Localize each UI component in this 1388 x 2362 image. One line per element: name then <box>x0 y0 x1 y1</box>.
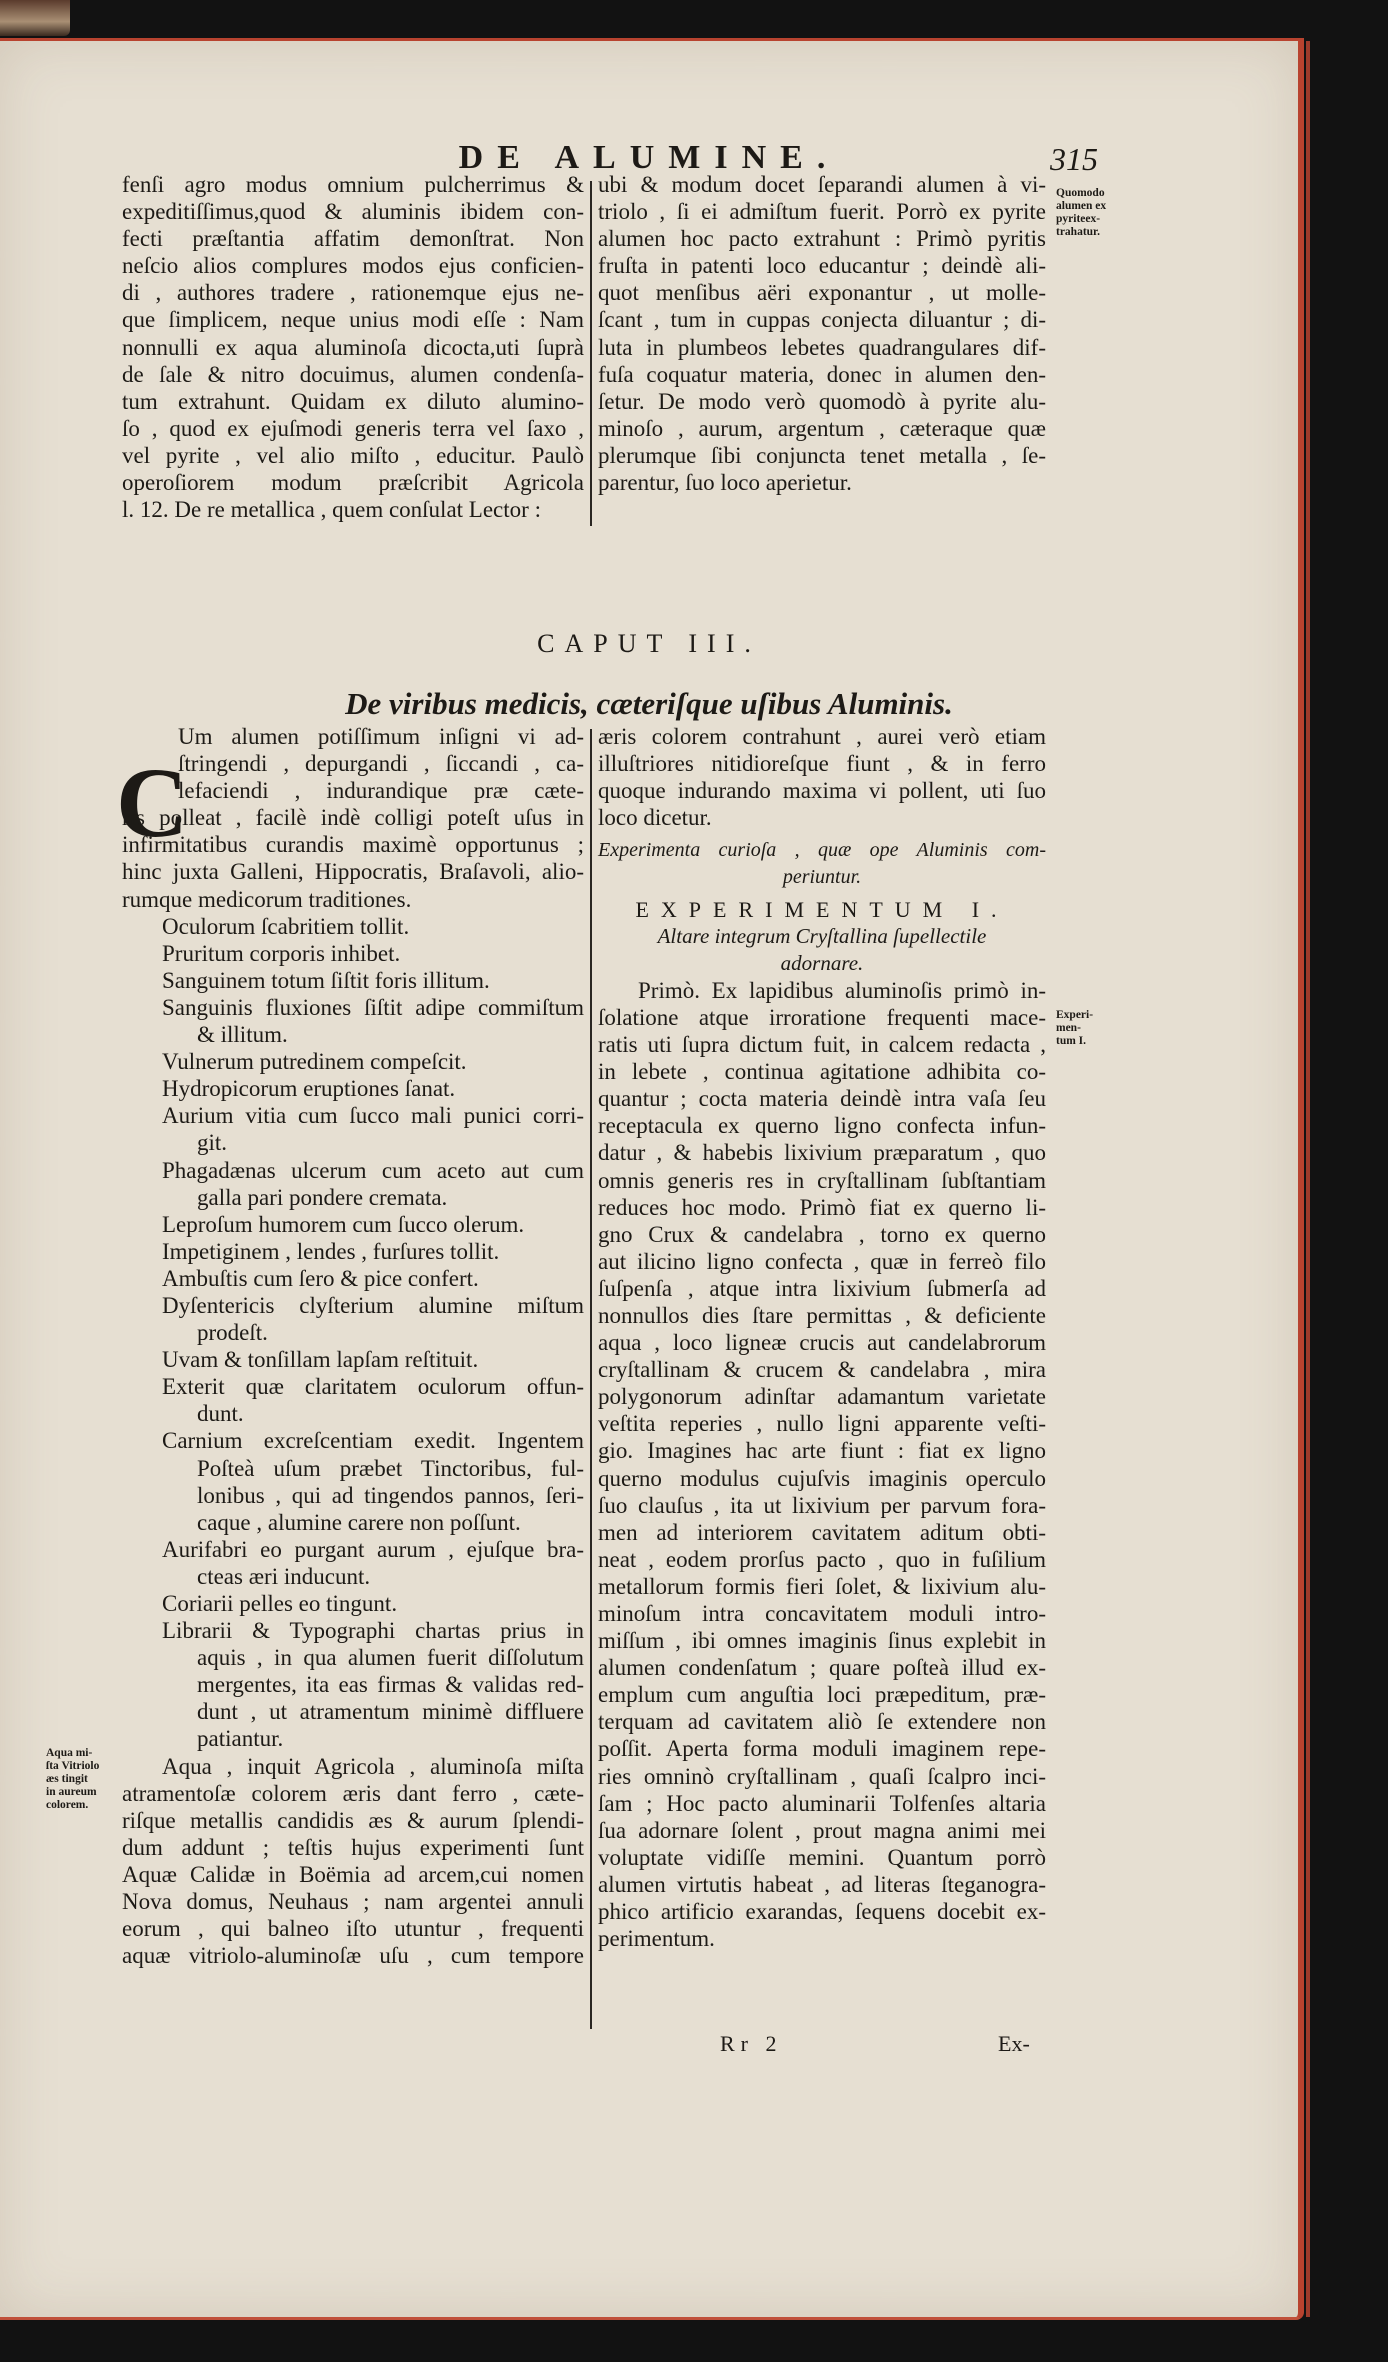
experiment-line: alumen condenſatum ; quare poſteà illud ex- <box>598 1655 1046 1681</box>
experiment-line: perimentum. <box>598 1926 715 1952</box>
remedy-line: prodeſt. <box>197 1320 268 1346</box>
experiment-line: neat , eodem prorſus pacto , quo in fuſilium <box>598 1546 1046 1572</box>
remedy-line: Sanguinem totum ſiſtit foris illitum. <box>162 967 490 993</box>
remedy-line: galla pari pondere cremata. <box>197 1184 448 1210</box>
column-divider-top <box>590 181 592 526</box>
running-title: DE ALUMINE. <box>458 139 840 176</box>
drop-cap: C <box>116 747 189 858</box>
text-line: di , authores tradere , rationemque ejus ne- <box>122 280 584 306</box>
intro-line: rumque medicorum traditiones. <box>122 886 412 912</box>
catchword: Ex- <box>998 2031 1030 2056</box>
intro-line: lefaciendi , indurandique præ cæte- <box>178 778 584 804</box>
text-line: operoſiorem modum præſcribit Agricola <box>122 470 584 496</box>
text-line: tum extrahunt. Quidam ex diluto alumino- <box>122 388 584 414</box>
remedy-line: Coriarii pelles eo tingunt. <box>162 1591 398 1616</box>
text-line: illuſtriores nitidioreſque fiunt , & in ferro <box>598 751 1046 777</box>
margin-note-experimentum <box>1056 1009 1116 1048</box>
experiment-line: ſolatione atque irroratione frequenti mace- <box>598 1004 1046 1030</box>
intro-line: ſtringendi , depurgandi , ſiccandi , ca- <box>178 751 584 777</box>
text-line: quot menſibus aëri exponantur , ut molle- <box>598 280 1046 306</box>
margin-note-line: Aqua mi- <box>46 1747 93 1759</box>
agricola-line: Nova domus, Neuhaus ; nam argentei annuli <box>122 1889 584 1915</box>
experiment-line: ſuſpenſa , atque intra lixivium ſubmerſa ad <box>598 1275 1046 1301</box>
text-line: ubi & modum docet ſeparandi alumen à vi- <box>598 172 1046 197</box>
remedy-line: dunt , ut atramentum minimè diffluere <box>197 1699 584 1725</box>
remedy-line: Leproſum humorem cum ſucco olerum. <box>162 1211 525 1237</box>
experiment-line: polygonorum adinſtar adamantum varietate <box>598 1384 1046 1410</box>
experimenta-subheading: periuntur. <box>782 866 862 889</box>
experiment-line: reduces hoc modo. Primò fiat ex querno li- <box>598 1194 1046 1220</box>
text-line: alumen hoc pacto extrahunt : Primò pyritis <box>598 226 1046 252</box>
remedy-line: lonibus , qui ad tingendos pannos, ſeri- <box>197 1482 584 1508</box>
text-line: ſetur. De modo verò quomodò à pyrite alu- <box>598 388 1046 414</box>
experiment-line: cryſtallinam & crucem & candelabra , mira <box>598 1357 1046 1383</box>
remedy-line: Dyſentericis clyſterium alumine miſtum <box>162 1292 584 1318</box>
experiment-line: phico artificio exarandas, ſequens docebit ex- <box>598 1899 1046 1925</box>
remedy-line: cteas æri inducunt. <box>197 1563 371 1589</box>
top-left-column <box>122 171 584 523</box>
margin-note-line: men- <box>1056 1022 1081 1034</box>
margin-note-line: colorem. <box>46 1799 89 1811</box>
experiment-line: Primò. Ex lapidibus aluminoſis primò in- <box>638 977 1046 1003</box>
agricola-line: eorum , qui balneo iſto utuntur , frequenti <box>122 1916 584 1942</box>
experiment-line: omnis generis res in cryſtallinam ſubſtantiam <box>598 1167 1046 1193</box>
text-line: fruſta in patenti loco educantur ; deindè ali- <box>598 253 1046 279</box>
experiment-line: poſſit. Aperta forma moduli imaginem repe- <box>598 1736 1046 1762</box>
margin-note-line: æs tingit <box>46 1773 88 1785</box>
experiment-title: Altare integrum Cryſtallina ſupellectile <box>657 923 987 948</box>
text-line: fecti præſtantia affatim demonſtrat. Non <box>122 226 584 252</box>
remedy-line: Librarii & Typographi chartas prius in <box>162 1618 584 1644</box>
remedy-line: Impetiginem , lendes , furſures tollit. <box>162 1238 500 1264</box>
remedy-line: aquis , in qua alumen fuerit diſſolutum <box>197 1645 584 1671</box>
remedy-line: Pruritum corporis inhibet. <box>162 940 401 966</box>
intro-line: ris polleat , facilè indè colligi poteſt uſus in <box>122 805 584 831</box>
experiment-line: aut ilicino ligno confecta , quæ in ferreò filo <box>598 1248 1046 1274</box>
agricola-line: aquæ vitriolo-aluminoſæ uſu , cum tempore <box>122 1943 584 1969</box>
right-column <box>598 723 1046 1952</box>
agricola-line: dum addunt ; teſtis hujus experimenti ſunt <box>122 1834 584 1860</box>
margin-note-line: trahatur. <box>1056 226 1100 238</box>
experiment-line: terquam ad cavitatem aliò ſe extendere non <box>598 1709 1046 1735</box>
text-line: triolo , ſi ei admiſtum fuerit. Porrò ex pyrite <box>598 199 1046 225</box>
experiment-line: ſuo clauſus , ita ut lixivium per parvum fora- <box>598 1492 1046 1518</box>
remedy-line: dunt. <box>197 1401 244 1427</box>
remedy-line: Carnium excreſcentiam exedit. Ingentem <box>162 1428 584 1454</box>
text-line: fenſi agro modus omnium pulcherrimus & <box>122 172 584 197</box>
experiment-line: ratis uti ſupra dictum fuit, in calcem redacta , <box>598 1032 1046 1058</box>
margin-note-line: pyriteex- <box>1056 213 1101 225</box>
margin-note-line: ſta Vitriolo <box>46 1760 100 1772</box>
experiment-line: querno modulus cujuſvis imaginis operculo <box>598 1465 1046 1491</box>
remedy-line: Oculorum ſcabritiem tollit. <box>162 913 410 939</box>
remedy-line: Uvam & tonſillam lapſam reſtituit. <box>162 1347 479 1373</box>
agricola-line: atramentoſæ colorem æris dant ferro , cæte- <box>122 1780 584 1806</box>
chapter-title: De viribus medicis, cæteriſque uſibus Aluminis. <box>345 686 953 721</box>
remedy-line: Hydropicorum eruptiones ſanat. <box>162 1076 456 1102</box>
experimenta-subheading: Experimenta curioſa , quæ ope Aluminis com- <box>598 839 1046 862</box>
experiment-line: metallorum formis fieri ſolet, & lixivium alu- <box>598 1573 1046 1599</box>
experiment-line: alumen virtutis habeat , ad literas ſteganogra- <box>598 1871 1046 1897</box>
book-page <box>0 38 1304 2320</box>
text-line: l. 12. De re metallica , quem conſulat Lector : <box>122 497 541 523</box>
remedy-line: Poſteà uſum præbet Tinctoribus, ful- <box>197 1455 584 1481</box>
experiment-line: veſtita reperies , nullo ligni apparente veſti- <box>598 1411 1046 1437</box>
margin-note-quomodo <box>1056 187 1126 239</box>
experiment-line: minoſum intra concavitatem moduli intro- <box>598 1601 1046 1626</box>
text-line: expeditiſſimus,quod & aluminis ibidem con- <box>122 199 584 225</box>
top-right-column <box>598 171 1046 496</box>
page-number: 315 <box>1050 141 1098 177</box>
intro-line: infirmitatibus curandis maximè opportunus ; <box>122 832 584 858</box>
text-line: quoque indurando maxima vi pollent, uti ſuo <box>598 778 1046 804</box>
experiment-line: receptacula ex querno ligno confecta infun- <box>598 1113 1046 1139</box>
text-line: de ſale & nitro docuimus, alumen condenſa- <box>122 361 584 387</box>
margin-note-line: in aureum <box>46 1786 97 1798</box>
column-divider-bottom <box>590 729 592 2029</box>
agricola-line: riſque metallis candidis æs & aurum ſplendi- <box>122 1807 584 1833</box>
intro-line: Um alumen potiſſimum inſigni vi ad- <box>178 724 584 749</box>
margin-note-line: Experi- <box>1056 1009 1094 1021</box>
margin-note-aqua <box>46 1747 116 1812</box>
experiment-line: miſſum , ibi omnes imaginis ſinus explebit in <box>598 1628 1046 1654</box>
signature-mark: Rr 2 <box>720 2031 783 2056</box>
remedy-line: Phagadænas ulcerum cum aceto aut cum <box>162 1157 584 1183</box>
margin-note-line: Quomodo <box>1056 187 1105 199</box>
experiment-title: adornare. <box>780 950 864 975</box>
experiment-heading: EXPERIMENTUM I. <box>635 896 1009 922</box>
experiment-line: men ad interiorem cavitatem aditum obti- <box>598 1519 1046 1545</box>
experiment-line: in lebete , continua agitatione adhibita co- <box>598 1059 1046 1085</box>
text-line: luta in plumbeos lebetes quadrangulares dif- <box>598 334 1046 360</box>
remedy-line: & illitum. <box>197 1022 288 1048</box>
left-column <box>122 723 584 1969</box>
remedy-line: Vulnerum putredinem compeſcit. <box>162 1049 467 1075</box>
text-line: vel pyrite , vel alio miſto , educitur. Paulò <box>122 442 584 468</box>
text-line: ſo , quod ex ejuſmodi generis terra vel ſaxo , <box>122 415 584 441</box>
experiment-line: voluptate vidiſſe memini. Quantum porrò <box>598 1844 1046 1870</box>
experiment-line: ſam ; Hoc pacto aluminarii Tolfenſes altaria <box>598 1790 1046 1816</box>
text-line: que ſimplicem, neque unius modi eſſe : Nam <box>122 307 584 333</box>
text-line: plerumque ſibi conjuncta tenet metalla , ſe- <box>598 442 1046 468</box>
experiment-line: ſua adornare ſolent , prout magna animi mei <box>598 1817 1046 1843</box>
text-line: minoſo , aurum, argentum , cæteraque quæ <box>598 415 1046 441</box>
remedy-line: Sanguinis fluxiones ſiſtit adipe commiſtum <box>162 994 584 1020</box>
agricola-line: Aquæ Calidæ in Boëmia ad arcem,cui nomen <box>122 1861 584 1887</box>
remedy-line: caque , alumine carere non poſſunt. <box>197 1509 521 1535</box>
agricola-line: Aqua , inquit Agricola , aluminoſa miſta <box>162 1753 584 1779</box>
remedy-line: mergentes, ita eas firmas & validas red- <box>197 1672 584 1698</box>
remedy-line: Aurium vitia cum ſucco mali punici corri- <box>162 1103 584 1129</box>
text-line: fuſa coquatur materia, donec in alumen den- <box>598 361 1046 387</box>
remedy-line: Aurifabri eo purgant aurum , ejuſque bra- <box>162 1536 584 1562</box>
text-line: neſcio alios complures modos ejus conficien- <box>122 253 584 279</box>
intro-line: hinc juxta Galleni, Hippocratis, Braſavoli, alio- <box>122 859 584 885</box>
remedy-line: Ambuſtis cum ſero & pice confert. <box>162 1265 479 1291</box>
experiment-line: aqua , loco ligneæ crucis aut candelabrorum <box>598 1330 1046 1356</box>
remedy-line: Exterit quæ claritatem oculorum offun- <box>162 1374 584 1400</box>
text-line: nonnulli ex aqua aluminoſa dicocta,uti ſuprà <box>122 334 584 360</box>
remedy-line: git. <box>197 1130 228 1156</box>
text-line: æris colorem contrahunt , aurei verò etiam <box>598 724 1046 749</box>
chapter-heading: CAPUT III. <box>537 629 761 658</box>
text-line: loco dicetur. <box>598 805 712 831</box>
experiment-line: nonnullos dies ſtare permittas , & deficiente <box>598 1302 1046 1328</box>
text-line: parentur, ſuo loco aperietur. <box>598 470 852 496</box>
margin-note-line: alumen ex <box>1056 200 1107 212</box>
experiment-line: gio. Imagines hac arte fiunt : fiat ex ligno <box>598 1438 1046 1464</box>
experiment-line: emplum cum anguſtia loci præpeditum, præ- <box>598 1682 1046 1708</box>
remedy-line: patiantur. <box>197 1726 284 1752</box>
margin-note-line: tum I. <box>1056 1035 1087 1047</box>
experiment-line: gno Crux & candelabra , torno ex querno <box>598 1221 1046 1247</box>
experiment-line: quantur ; cocta materia deindè intra vaſa ſeu <box>598 1086 1046 1112</box>
experiment-line: ries omninò cryſtallinam , quaſi ſcalpro inci- <box>598 1763 1046 1789</box>
experiment-line: datur , & habebis lixivium præparatum , quo <box>598 1140 1046 1166</box>
book-spine-edge <box>0 0 70 36</box>
text-line: ſcant , tum in cuppas conjecta diluantur ; di- <box>598 307 1046 333</box>
